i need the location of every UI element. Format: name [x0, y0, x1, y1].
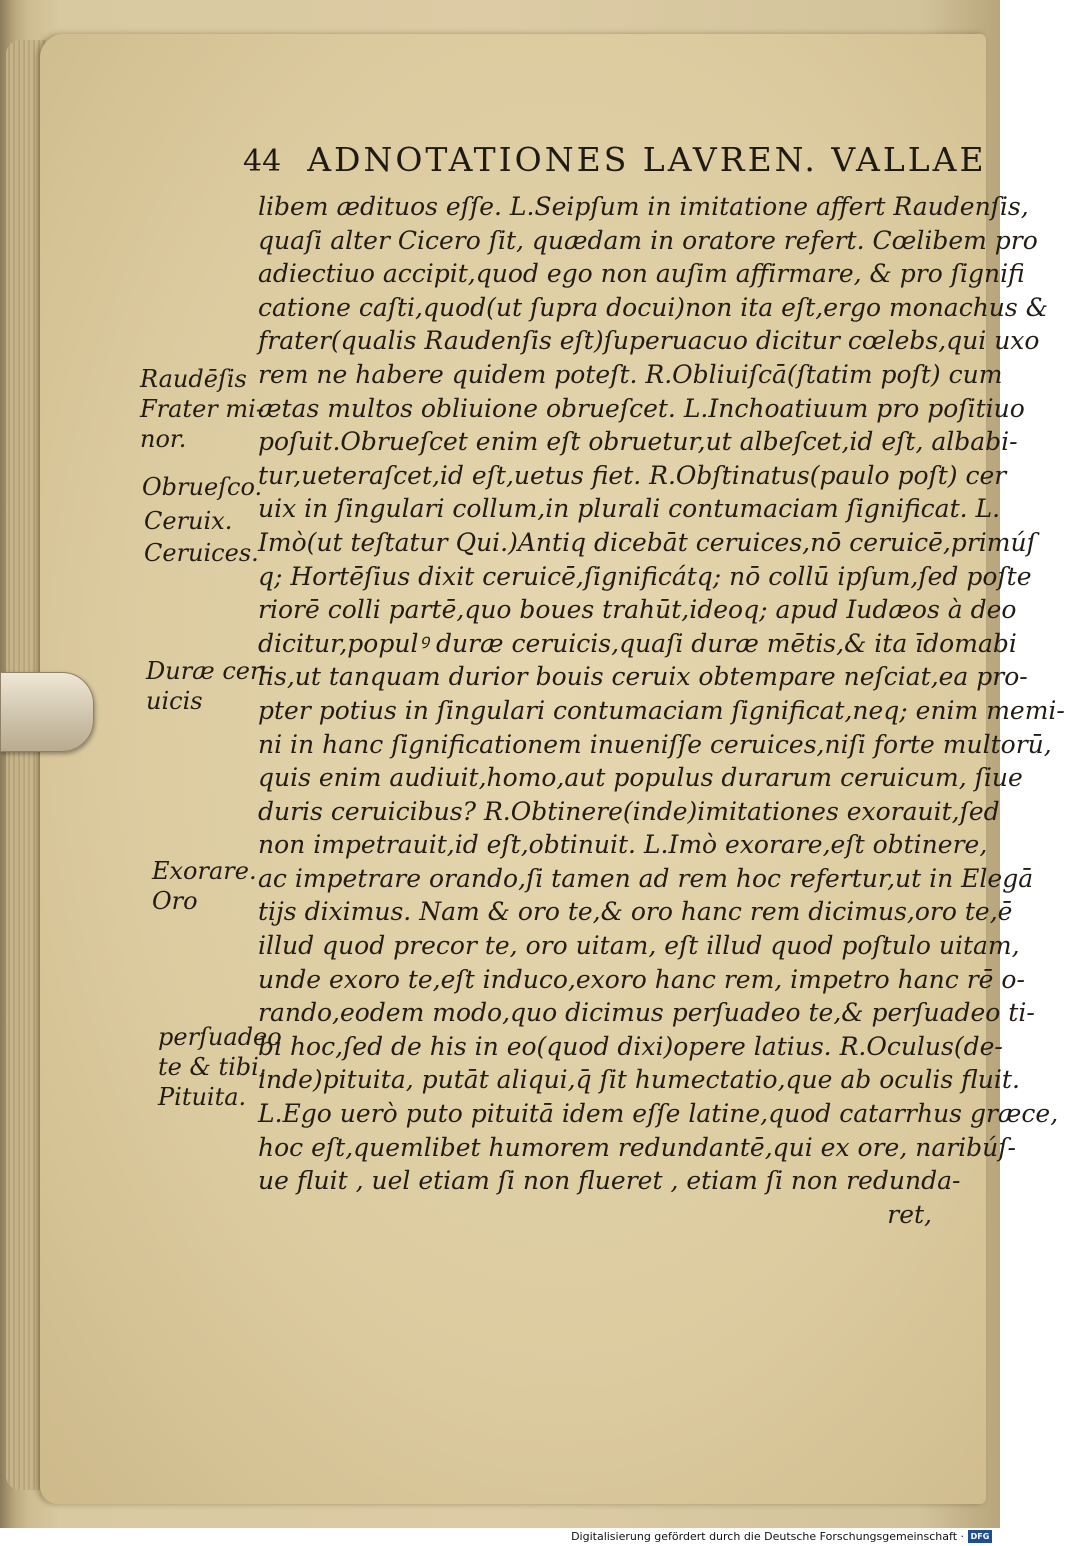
margin-note-persuadeo [158, 1022, 282, 1112]
text-line: frater(qualis Raudenſis eſt)ſuperuacuo dicitur cœlebs,qui uxo [258, 326, 1040, 356]
text-line: ni in hanc ſignificationem inueniſſe ceruices,niſi forte multorū, [258, 729, 1052, 759]
text-line: q; Hortēſius dixit ceruicē,ſignificátq; nō collū ipſum,ſed poſte [258, 561, 1032, 591]
margin-note-line: perſuadeo [158, 1023, 282, 1051]
text-line: tur,ueteraſcet,id eſt,uetus fiet. R.Obſtinatus(paulo poſt) cer [258, 460, 1007, 490]
margin-note-obruesco [142, 472, 262, 502]
text-line: ætas multos obliuione obrueſcet. L.Inchoatiuum pro poſitiuo [258, 393, 1025, 423]
text-line: Imò(ut teſtatur Qui.)Antiq dicebāt ceruices,nō ceruicē,primúſ [258, 527, 1036, 557]
margin-note-line: Obrueſco. [142, 473, 263, 501]
margin-note-ceruix [144, 506, 232, 536]
margin-note-durae-ceruicis [146, 656, 270, 716]
text-line: adiectiuo accipit,quod ego non auſim affirmare, & pro ſignifi [258, 259, 1025, 289]
text-line: quaſi alter Cicero ſit, quædam in oratore refert. Cœlibem pro [258, 225, 1038, 255]
margin-note-line: nor. [140, 425, 187, 453]
margin-note-ceruices [144, 538, 259, 568]
margin-note-raudensis [140, 364, 264, 454]
text-line: riorē colli partē,quo boues trahūt,ideoq; apud Iudæos à deo [258, 595, 1017, 625]
margin-note-line: Ceruix. [144, 507, 233, 535]
text-line-catchword: ret, [887, 1199, 932, 1229]
text-line: libem ædituos eſſe. L.Seipſum in imitatione affert Raudenſis, [258, 192, 1029, 221]
margin-note-line: Frater mi- [140, 395, 264, 423]
margin-note-line: Exorare. [152, 857, 257, 885]
text-line: rem ne habere quidem poteſt. R.Obliuiſcā(ſtatim poſt) cum [258, 359, 1003, 389]
margin-note-line: Oro [152, 887, 198, 915]
margin-note-exorare [152, 856, 257, 916]
text-line: non impetrauit,id eſt,obtinuit. L.Imò exorare,eſt obtinere, [258, 830, 988, 860]
page-number: 44 [243, 144, 282, 179]
text-line: uix in ſingulari collum,in plurali contumaciam ſignificat. L. [258, 494, 1001, 524]
text-line: inde)pituita, putāt aliqui,q̄ ſit humectatio,que ab oculis fluit. [258, 1065, 1020, 1095]
page-clip-holder [0, 672, 94, 752]
text-line: catione caſti,quod(ut ſupra docui)non ita eſt,ergo monachus & [258, 292, 1048, 322]
running-head [243, 140, 987, 186]
text-line: ac impetrare orando,ſi tamen ad rem hoc refertur,ut in Elegā [258, 863, 1034, 893]
margin-note-line: Duræ cer- [146, 657, 270, 685]
running-title: ADNOTATIONES LAVREN. VALLAE [307, 140, 987, 179]
body-text-block [258, 190, 1065, 1231]
text-line: quis enim audiuit,homo,aut populus durarum ceruicum, ſiue [258, 763, 1023, 793]
text-line: dicitur,populꝰ duræ ceruicis,quaſi duræ mētis,& ita īdomabi [258, 628, 1017, 658]
text-line: hoc eſt,quemlibet humorem redundantē,qui ex ore, naribúſ- [258, 1132, 1016, 1162]
text-line: ue fluit , uel etiam ſi non flueret , etiam ſi non redunda- [258, 1166, 961, 1196]
margin-note-line: Ceruices. [144, 539, 259, 567]
text-line: poſuit.Obrueſcet enim eſt obruetur,ut albeſcet,id eſt, albabi- [258, 427, 1018, 457]
text-line: illud quod precor te, oro uitam, eſt illud quod poſtulo uitam, [258, 931, 1020, 961]
dfg-logo: DFG [968, 1530, 992, 1543]
margin-note-line: uicis [146, 687, 203, 715]
margin-note-line: te & tibi. [158, 1053, 267, 1081]
digitization-credit: Digitalisierung gefördert durch die Deutsche Forschungsgemeinschaft · [571, 1530, 964, 1543]
text-line: lis,ut tanquam durior bouis ceruix obtemparе neſciat,ea pro- [258, 662, 1028, 692]
margin-note-line: Pituita. [158, 1083, 247, 1111]
text-line: unde exoro te,eſt induco,exoro hanc rem, impetro hanc rē o- [258, 964, 1025, 994]
text-line: duris ceruicibus? R.Obtinere(inde)imitationes exorauit,ſed [258, 796, 1000, 826]
text-line: rando,eodem modo,quo dicimus perſuadeo te,& perſuadeo ti- [258, 998, 1035, 1028]
text-line: bi hoc,ſed de his in eo(quod dixi)opere latius. R.Oculus(de- [258, 1031, 1003, 1061]
margin-note-line: Raudēſis [140, 365, 247, 393]
text-line: L.Ego uerò puto pituitā idem eſſe latine,quod catarrhus græce, [258, 1099, 1059, 1129]
text-line: pter potius in ſingulari contumaciam ſignificat,neq; enim memi- [258, 695, 1065, 725]
text-line: tijs diximus. Nam & oro te,& oro hanc rem dicimus,oro te,ē [258, 897, 1013, 927]
